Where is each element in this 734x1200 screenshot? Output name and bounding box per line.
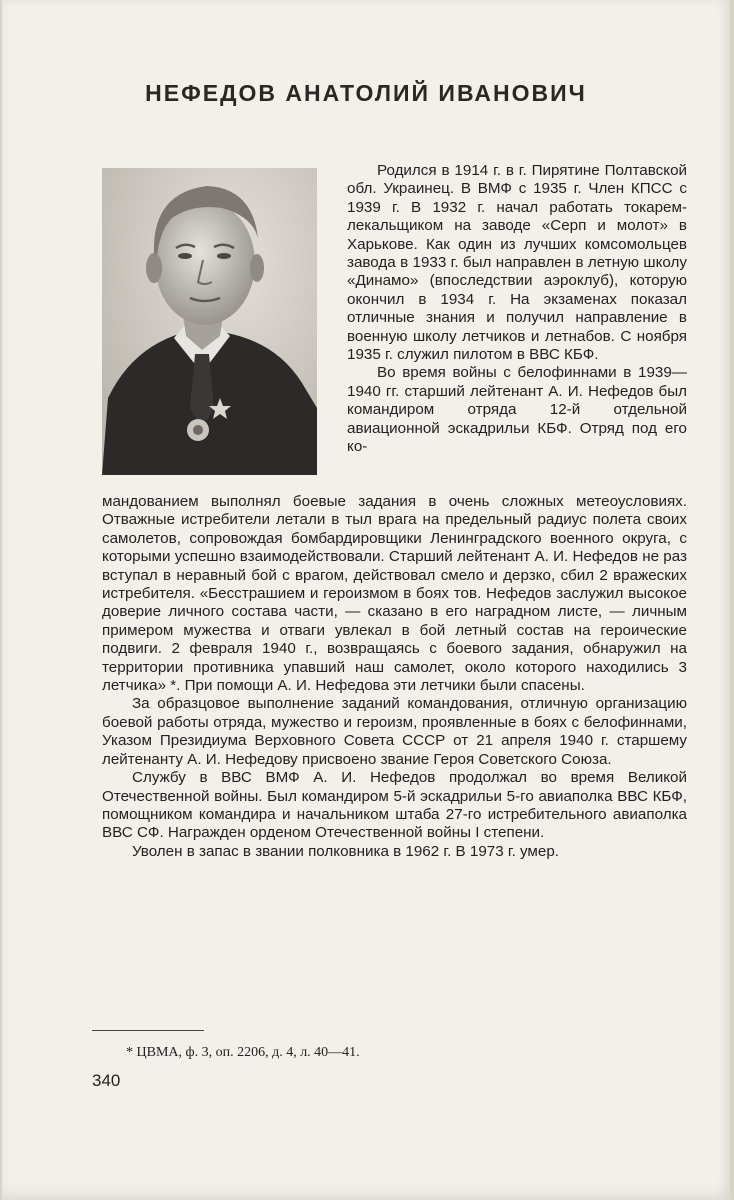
full-width-text: [102, 493, 687, 861]
paragraph: За образцовое выполнение заданий командования, отличную организацию боевой работы отряда, мужество и героизм, проявленные в боях с белофиннами, Указом Президиума Верховного Совета СССР от 21 апреля 1940 г. старшему лейтенанту А. И. Нефедову присвоено звание Героя Советского Союза.: [102, 695, 687, 768]
footnote-divider: [92, 1030, 204, 1031]
side-column-text: [347, 162, 687, 457]
page-number: 340: [92, 1071, 121, 1090]
footnote: * ЦВМА, ф. 3, оп. 2206, д. 4, л. 40—41.: [126, 1045, 360, 1060]
paragraph: Уволен в запас в звании полковника в 1962 г. В 1973 г. умер.: [132, 842, 559, 860]
paragraph: мандованием выполнял боевые задания в очень сложных метеоусловиях. Отважные истребители летали в тыл врага на предельный радиус полета своих самолетов, сопровождая бомбардировщики Ленинградского военного округа, с которыми успешно взаимодействовали. Старший лейтенант А. И. Нефедов не раз вступал в неравный бой с врагом, действовал смело и дерзко, сбил 2 вражеских истребителя. «Бесстрашием и героизмом в боях тов. Нефедов заслужил высокое доверие личного состава части, — сказано в его наградном листе, — личным примером мужества и отваги увлекал в бой летный состав на героические подвиги. 2 февраля 1940 г., возвращаясь с боевого задания, обнаружил на территории противника упавший наш самолет, около которого находились 3 летчика» *. При помощи А. И. Нефедова эти летчики были спасены.: [102, 493, 687, 695]
paragraph: Во время войны с белофиннами в 1939—1940 гг. старший лейтенант А. И. Нефедов был командиром отряда 12-й отдельной авиационной эскадрильи КБФ. Отряд под его ко-: [347, 364, 687, 456]
paragraph: Родился в 1914 г. в г. Пирятине Полтавской обл. Украинец. В ВМФ с 1935 г. Член КПСС с 1939 г. В 1932 г. начал работать токарем-лекальщиком на заводе «Серп и молот» в Харькове. Как один из лучших комсомольцев завода в 1933 г. был направлен в летную школу «Динамо» (впоследствии аэроклуб), которую окончил в 1934 г. На экзаменах показал отличные знания и получил направление в военную школу летчиков и летнабов. С ноября 1935 г. служил пилотом в ВВС КБФ.: [347, 162, 687, 364]
portrait-photo: [102, 168, 317, 475]
page-title: НЕФЕДОВ АНАТОЛИЙ ИВАНОВИЧ: [145, 80, 587, 106]
paragraph: Службу в ВВС ВМФ А. И. Нефедов продолжал во время Великой Отечественной войны. Был командиром 5-й эскадрильи 5-го авиаполка ВВС КБФ, помощником командира и начальником штаба 27-го истребительного авиаполка ВВС СФ. Награжден орденом Отечественной войны I степени.: [102, 769, 687, 842]
book-page: [2, 0, 730, 1200]
